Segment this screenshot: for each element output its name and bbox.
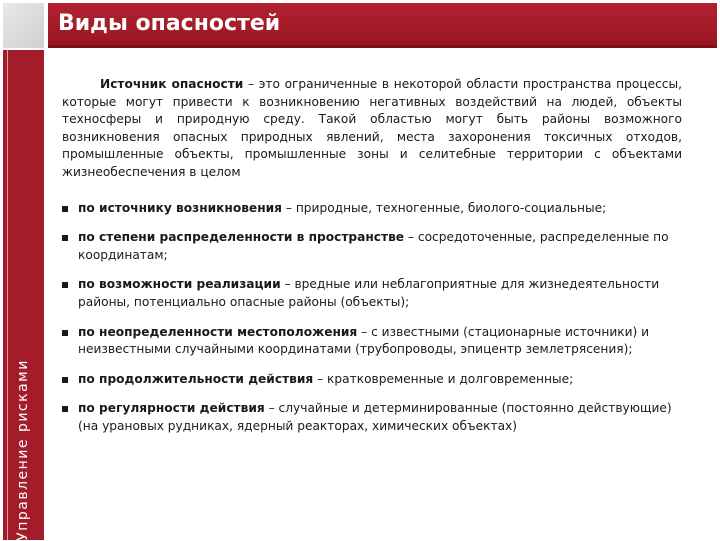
item-text: – сосредоточенные, распределенные по координатам; [78,230,669,262]
list-item [62,200,682,218]
item-criterion: по неопределенности местоположения [78,324,358,339]
item-criterion: по продолжительности действия [78,371,314,386]
item-criterion: по возможности реализации [78,277,281,292]
intro-term: Источник опасности [100,77,244,91]
sidebar [3,50,44,540]
list-item [62,229,682,264]
intro-text: – это ограниченные в некоторой области пространства процессы, которые могут привести к возникновению негативных воздействий на людей, объекты техносферы и природную среду. Такой областью могут быть районы возможного возникновения опасных природных явлений, места захоронения токсичных отходов, промышленные объекты, промышленные зоны и селитебные территории с объектами жизнеобеспечения в целом [62,77,682,179]
intro-paragraph [62,76,682,182]
title-bar [48,3,717,48]
item-text: – вредные или неблагоприятные для жизнедеятельности районы, потенциально опасные районы (объекты); [78,277,660,309]
bullet-icon [62,282,68,288]
classification-list [62,200,682,436]
item-criterion: по степени распределенности в пространстве [78,230,405,245]
sidebar-label: Управление рисками [15,359,31,541]
item-text: – с известными (стационарные источники) и неизвестными случайными координатами (трубопроводы, эпицентр землетрясения); [78,324,650,357]
slide-content [62,76,682,448]
header-corner-block [3,3,44,48]
page-title: Виды опасностей [58,11,281,36]
bullet-icon [62,406,68,412]
bullet-icon [62,235,68,241]
item-criterion: по регулярности действия [78,401,265,416]
bullet-icon [62,206,68,212]
list-item [62,324,682,359]
item-text: – кратковременные и долговременные; [313,371,574,386]
item-text: – природные, техногенные, биолого-социальные; [281,200,607,215]
item-criterion: по источнику возникновения [78,200,282,215]
list-item [62,371,682,389]
item-text: – случайные и детерминированные (постоянно действующие) (на урановых рудниках, ядерный реакторах, химических объектах) [78,401,672,433]
list-item [62,276,682,311]
bullet-icon [62,330,68,336]
bullet-icon [62,377,68,383]
list-item [62,400,682,435]
